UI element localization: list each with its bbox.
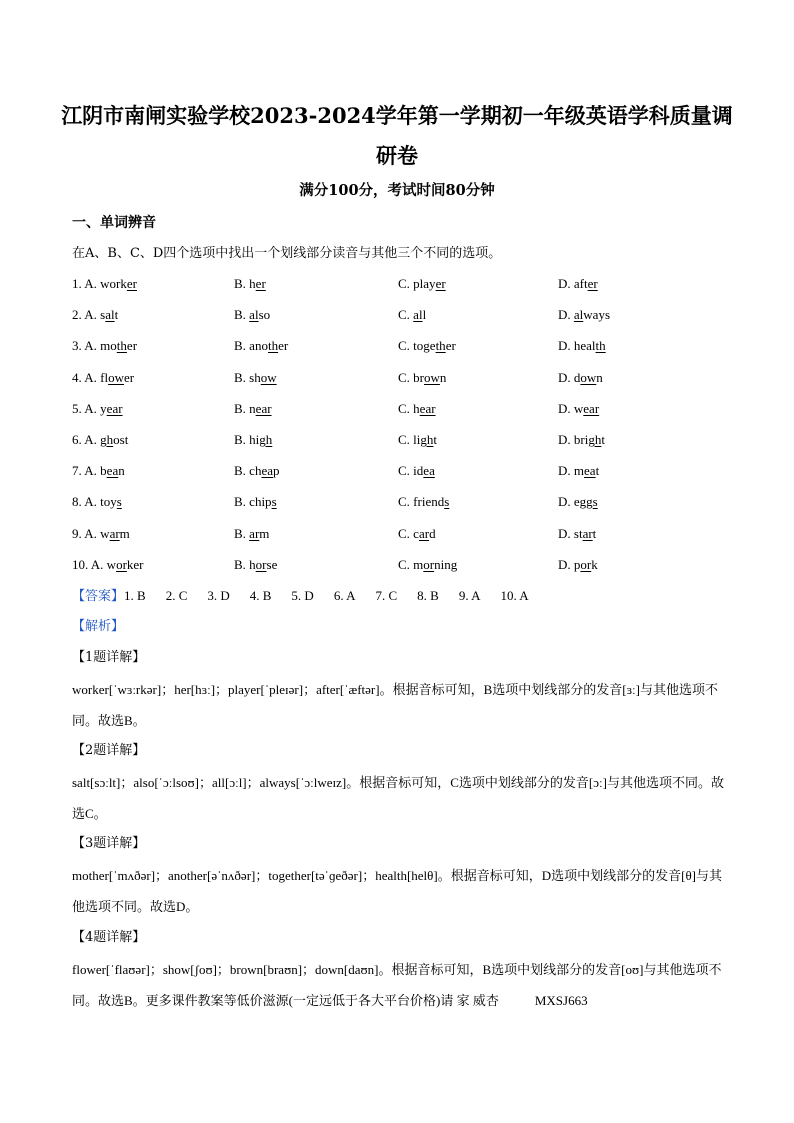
underlined-part: ear xyxy=(255,400,272,416)
option-text: t xyxy=(601,431,605,447)
option xyxy=(558,491,598,513)
option-label: D. xyxy=(558,494,574,510)
option-text: hi xyxy=(249,431,260,447)
option-text: n xyxy=(439,369,447,385)
underlined-part: ea xyxy=(106,463,119,479)
answer-item: 2. C xyxy=(165,588,188,603)
option-label: C. xyxy=(398,556,414,572)
answer-item: 3. D xyxy=(207,588,230,603)
question-row xyxy=(72,304,732,335)
option xyxy=(398,460,435,482)
option-label: D. xyxy=(558,307,574,323)
option-label: D. xyxy=(558,556,574,572)
option-label: B. xyxy=(234,494,250,510)
option-label: 4. A. xyxy=(72,369,101,385)
option-label: B. xyxy=(234,307,250,323)
option-text: m xyxy=(119,525,130,541)
option xyxy=(72,491,122,513)
detail-text xyxy=(72,954,724,1016)
underlined-part: th xyxy=(435,338,446,354)
option-label: D. xyxy=(558,525,574,541)
option-label: C. xyxy=(398,307,414,323)
option xyxy=(398,304,426,326)
question-row xyxy=(72,429,732,460)
underlined-part: gh xyxy=(588,431,602,447)
option-text: p xyxy=(273,463,280,479)
underlined-part: gh xyxy=(100,431,114,447)
option-text: fl xyxy=(100,369,109,385)
question-row xyxy=(72,491,732,522)
option-label: C. xyxy=(398,525,414,541)
option-label: D. xyxy=(558,463,574,479)
option-text: p xyxy=(573,556,581,572)
option-label: D. xyxy=(558,338,574,354)
option-text: egg xyxy=(573,494,593,510)
option-text: aft xyxy=(573,276,588,291)
option-text: d xyxy=(573,369,581,385)
underlined-part: th xyxy=(116,338,127,354)
document-title: 江阴市南闸实验学校2023-2024学年第一学期初一年级英语学科质量调研卷 xyxy=(61,103,733,168)
option-text: ways xyxy=(583,307,610,323)
detail-text-content: flower[ˈflaʊər]；show[ʃoʊ]；brown[braʊn]；down[daʊn]。根据音标可知，B选项中划线部分的发音[oʊ]与其他选项不同。故选B。更多课件教案等低价滋源(一定远低于各大平台价格)请 家 威杏 xyxy=(72,962,722,1008)
option-text: t xyxy=(114,307,119,323)
answer-item: 10. A xyxy=(500,588,529,603)
option-text: w xyxy=(106,556,117,572)
option xyxy=(558,273,598,295)
option-text: h xyxy=(249,556,256,572)
option xyxy=(72,335,137,357)
option-text: st xyxy=(573,525,583,541)
underlined-part: ea xyxy=(423,463,435,479)
question-row xyxy=(72,367,732,398)
option-text: h xyxy=(249,276,256,291)
option xyxy=(234,367,277,389)
answer-item: 8. B xyxy=(417,588,439,603)
answer-item: 9. A xyxy=(458,588,481,603)
section-title: 一、单词辨音 xyxy=(72,215,156,231)
promo-code: MXSJ663 xyxy=(534,993,588,1008)
option-text: chip xyxy=(249,494,272,510)
underlined-part: ow xyxy=(108,369,125,385)
underlined-part: al xyxy=(573,307,584,323)
underlined-part: s xyxy=(592,494,598,510)
option xyxy=(72,429,128,451)
option-text: s xyxy=(100,307,106,323)
option-text: m xyxy=(259,525,270,541)
underlined-part: er xyxy=(435,276,446,291)
option-text: n xyxy=(118,463,125,479)
option-text: t xyxy=(433,431,438,447)
option-label: D. xyxy=(558,400,574,416)
option xyxy=(558,429,605,451)
underlined-part: ar xyxy=(249,525,260,541)
option-label: C. xyxy=(398,494,414,510)
option xyxy=(234,273,266,295)
option-text: li xyxy=(413,431,421,447)
option-label: B. xyxy=(234,525,250,541)
option-text: so xyxy=(258,307,271,323)
detail-text: worker[ˈwɜːrkər]；her[hɜː]；player[ˈpleɪər]；after[ˈæftər]。根据音标可知，B选项中划线部分的发音[ɜː]与其他选项不同。故选B。 xyxy=(72,682,718,728)
option-text: play xyxy=(413,276,436,291)
option-text: w xyxy=(573,400,584,416)
option-text: er xyxy=(278,338,289,354)
option-text: sh xyxy=(249,369,261,385)
answer-item: 7. C xyxy=(375,588,398,603)
answer-item: 4. B xyxy=(249,588,272,603)
option-text: er xyxy=(124,369,135,385)
underlined-part: ar xyxy=(418,525,430,541)
underlined-part: or xyxy=(423,556,435,572)
underlined-part: s xyxy=(271,494,277,510)
option xyxy=(234,398,272,420)
underlined-part: ar xyxy=(582,525,593,541)
underlined-part: er xyxy=(126,276,137,291)
option-label: 7. A. xyxy=(72,463,101,479)
underlined-part: ea xyxy=(261,463,273,479)
option-label: C. xyxy=(398,338,414,354)
detail-heading: 【2题详解】 xyxy=(72,743,146,758)
underlined-part: er xyxy=(587,276,598,291)
option-label: B. xyxy=(234,276,250,291)
exam-info: 满分100分，考试时间80分钟 xyxy=(299,182,495,199)
option xyxy=(72,398,123,420)
option xyxy=(398,273,446,295)
answer-item: 5. D xyxy=(291,588,314,603)
option xyxy=(234,335,288,357)
option xyxy=(398,554,457,576)
option-text: ch xyxy=(249,463,262,479)
option xyxy=(234,460,280,482)
answer-label: 【答案】 xyxy=(72,589,125,604)
underlined-part: er xyxy=(255,276,266,291)
option-label: B. xyxy=(234,556,250,572)
analysis-label: 【解析】 xyxy=(72,619,125,634)
underlined-part: ow xyxy=(424,369,440,385)
section-instruction: 在A、B、C、D四个选项中找出一个划线部分读音与其他三个不同的选项。 xyxy=(72,246,502,261)
option xyxy=(558,523,596,545)
option-text: er xyxy=(126,338,138,354)
option-text: b xyxy=(100,463,107,479)
option-label: 6. A. xyxy=(72,431,101,447)
option-text: m xyxy=(413,556,424,572)
option xyxy=(234,429,272,451)
option-label: 5. A. xyxy=(72,400,101,416)
question-row xyxy=(72,554,732,585)
option xyxy=(72,273,137,295)
option-text: n xyxy=(596,369,603,385)
underlined-part: ear xyxy=(583,400,600,416)
detail-heading: 【4题详解】 xyxy=(72,930,146,945)
answer-line xyxy=(72,585,549,608)
option-text: er xyxy=(445,338,456,354)
option xyxy=(72,460,125,482)
option-text: l xyxy=(422,307,427,323)
question-row xyxy=(72,398,732,429)
option-label: 10. A. xyxy=(72,556,107,572)
option-label: B. xyxy=(234,431,250,447)
option-label: C. xyxy=(398,276,414,291)
answer-item: 1. B xyxy=(124,588,146,603)
option-text: work xyxy=(100,276,127,291)
underlined-part: ow xyxy=(260,369,277,385)
option xyxy=(558,335,606,357)
option-label: B. xyxy=(234,463,250,479)
underlined-part: ea xyxy=(584,463,596,479)
option-text: w xyxy=(100,525,110,541)
option-text: toge xyxy=(413,338,436,354)
question-row xyxy=(72,273,732,304)
option-text: heal xyxy=(573,338,596,354)
option-text: toy xyxy=(100,494,117,510)
option-label: B. xyxy=(234,369,250,385)
option-label: C. xyxy=(398,400,414,416)
option-label: D. xyxy=(558,369,574,385)
option xyxy=(72,304,118,326)
option-label: C. xyxy=(398,431,414,447)
option-label: 1. A. xyxy=(72,276,101,291)
option-text: k xyxy=(591,556,598,572)
underlined-part: ow xyxy=(580,369,597,385)
underlined-part: ar xyxy=(109,525,120,541)
question-row xyxy=(72,523,732,554)
option-text: br xyxy=(413,369,425,385)
underlined-part: gh xyxy=(259,431,273,447)
underlined-part: s xyxy=(444,494,450,510)
option xyxy=(398,491,449,513)
underlined-part: th xyxy=(267,338,279,354)
option-text: t xyxy=(592,525,597,541)
option-text: bri xyxy=(573,431,589,447)
option-text: ker xyxy=(126,556,144,572)
option xyxy=(234,304,270,326)
option xyxy=(398,429,437,451)
question-list xyxy=(72,273,732,585)
option-text: c xyxy=(413,525,419,541)
question-row xyxy=(72,335,732,366)
option-text: y xyxy=(100,400,107,416)
option-text: mo xyxy=(100,338,117,354)
option xyxy=(558,460,599,482)
option-text: ning xyxy=(434,556,458,572)
option xyxy=(558,367,603,389)
underlined-part: ear xyxy=(106,400,123,416)
detail-text: salt[sɔːlt]；also[ˈɔːlsoʊ]；all[ɔːl]；always[ˈɔːlweɪz]。根据音标可知，C选项中划线部分的发音[ɔː]与其他选项不同。故选C。 xyxy=(72,775,724,821)
detail-heading: 【3题详解】 xyxy=(72,836,146,851)
underlined-part: th xyxy=(595,338,606,354)
option xyxy=(234,523,269,545)
option-text: id xyxy=(413,463,424,479)
option-text: h xyxy=(413,400,420,416)
underlined-part: s xyxy=(116,494,122,510)
detail-text: mother[ˈmʌðər]；another[əˈnʌðər]；together[təˈɡeðər]；health[helθ]。根据音标可知，D选项中划线部分的发音[θ]与其他选项不同。故选D。 xyxy=(72,868,722,914)
option xyxy=(398,523,436,545)
option-text: friend xyxy=(413,494,445,510)
option xyxy=(398,398,436,420)
answer-item: 6. A xyxy=(333,588,356,603)
option xyxy=(558,554,598,576)
option-label: D. xyxy=(558,276,574,291)
option-text: ano xyxy=(249,338,268,354)
option xyxy=(72,523,130,545)
option-label: 2. A. xyxy=(72,307,101,323)
underlined-part: or xyxy=(116,556,127,572)
option-text: d xyxy=(429,525,436,541)
option-text: m xyxy=(573,463,585,479)
option xyxy=(234,491,277,513)
underlined-part: or xyxy=(580,556,592,572)
option xyxy=(234,554,277,576)
option xyxy=(398,335,456,357)
underlined-part: al xyxy=(105,307,115,323)
underlined-part: or xyxy=(255,556,267,572)
option xyxy=(558,304,610,326)
underlined-part: gh xyxy=(420,431,434,447)
option xyxy=(72,554,144,576)
question-row xyxy=(72,460,732,491)
option-label: 8. A. xyxy=(72,494,101,510)
underlined-part: al xyxy=(249,307,259,323)
option xyxy=(72,367,134,389)
option-label: B. xyxy=(234,338,250,354)
underlined-part: al xyxy=(413,307,423,323)
option-text: t xyxy=(595,463,600,479)
option-text: ost xyxy=(113,431,129,447)
option xyxy=(398,367,446,389)
option-label: C. xyxy=(398,369,414,385)
option-label: D. xyxy=(558,431,574,447)
option-text: se xyxy=(266,556,278,572)
option-label: 9. A. xyxy=(72,525,101,541)
option-label: 3. A. xyxy=(72,338,101,354)
detail-heading: 【1题详解】 xyxy=(72,650,146,665)
underlined-part: ear xyxy=(419,400,436,416)
option-label: C. xyxy=(398,463,414,479)
option-label: B. xyxy=(234,400,250,416)
option-text: n xyxy=(249,400,256,416)
option xyxy=(558,398,599,420)
